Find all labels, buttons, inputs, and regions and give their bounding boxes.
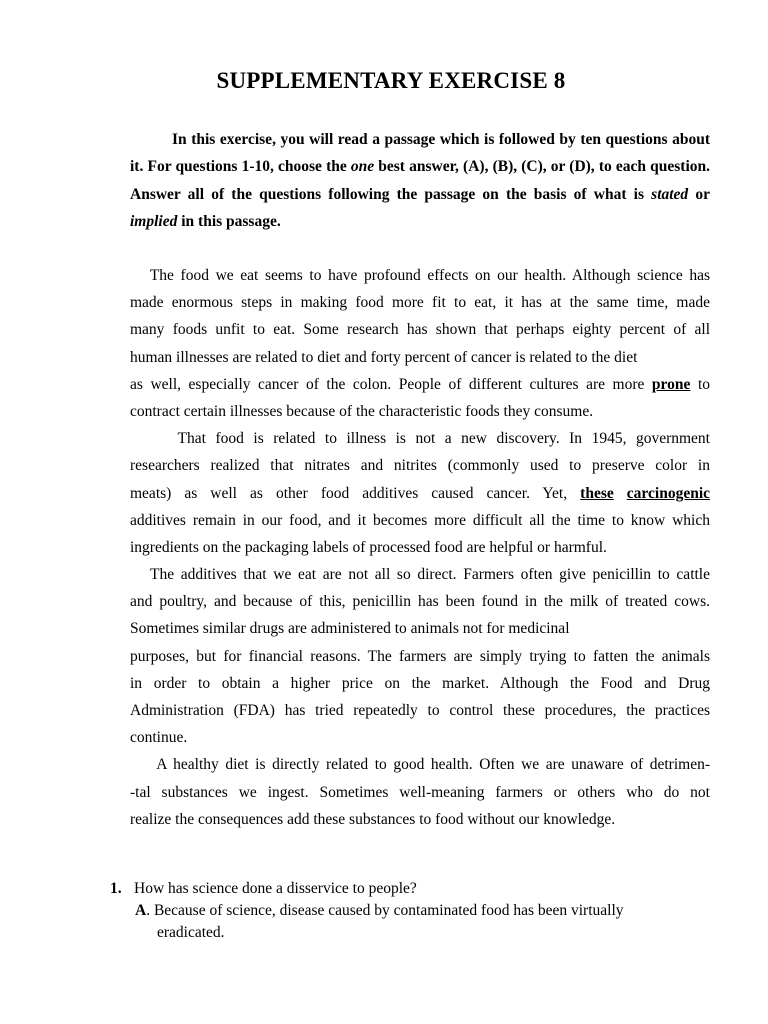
option-text: . Because of science, disease caused by contaminated food has been virtually — [146, 902, 624, 919]
passage-line: human illnesses are related to diet and forty percent of cancer is related to the diet — [130, 348, 638, 366]
passage-line-text: meats) as well as other food additives caused cancer. Yet, — [130, 484, 568, 502]
passage-line: continue. — [130, 729, 188, 747]
passage-line: Sometimes similar drugs are administered to animals not for medicinal — [130, 620, 570, 638]
page-title: SUPPLEMENTARY EXERCISE 8 — [216, 68, 566, 93]
question-list — [110, 878, 710, 944]
passage-line: contract certain illnesses because of the characteristic foods they consume. — [130, 402, 594, 420]
answer-option-a[interactable] — [135, 900, 710, 944]
passage-line: That food is related to illness is not a new discovery. In 1945, government — [130, 430, 710, 448]
passage-line: purposes, but for financial reasons. The farmers are simply trying to fatten the animals — [130, 647, 710, 665]
passage-line: in order to obtain a higher price on the market. Although the Food and Drug — [130, 674, 710, 692]
instructions-text-4: in this passage. — [177, 212, 281, 230]
passage-line: The additives that we eat are not all so direct. Farmers often give penicillin to cattle — [130, 566, 710, 584]
instructions-paragraph — [130, 126, 710, 235]
passage-line: -tal substances we ingest. Sometimes well-meaning farmers or others who do not — [130, 783, 710, 801]
passage-line: made enormous steps in making food more fit to eat, it has at the same time, made — [130, 294, 710, 312]
reading-passage — [130, 262, 710, 833]
passage-line: ingredients on the packaging labels of processed food are helpful or harmful. — [130, 538, 607, 556]
instructions-text-3: or — [688, 185, 710, 203]
passage-line-text: as well, especially cancer of the colon. People of different cultures are more — [130, 375, 645, 393]
passage-line: many foods unfit to eat. Some research has shown that perhaps eighty percent of all — [130, 321, 710, 339]
underlined-word-these: these — [580, 484, 614, 502]
instructions-text-1: In this exercise, you will read a passage which is followed by ten questions about it. For questions 1-10, choose the — [130, 131, 710, 176]
passage-line: A healthy diet is directly related to good health. Often we are unaware of detrimen- — [130, 756, 710, 774]
instructions-emphasis-implied: implied — [130, 212, 178, 230]
passage-line: researchers realized that nitrates and nitrites (commonly used to preserve color in — [130, 457, 710, 475]
passage-line: realize the consequences add these substances to food without our knowledge. — [130, 810, 616, 828]
passage-line: and poultry, and because of this, penicillin has been found in the milk of treated cows. — [130, 593, 710, 611]
underlined-word-prone: prone — [651, 375, 691, 393]
passage-line-text: to — [697, 375, 710, 393]
option-letter: A — [135, 902, 147, 919]
passage-line: The food we eat seems to have profound effects on our health. Although science has — [130, 267, 710, 284]
passage-line — [130, 371, 710, 398]
instructions-text-2: best answer, (A), (B), (C), or (D), to each question. Answer all of the questions following the passage on the basis of what is — [130, 158, 710, 203]
question-text: How has science done a disservice to people? — [134, 880, 417, 897]
instructions-emphasis-one: one — [350, 158, 375, 176]
passage-line: additives remain in our food, and it becomes more difficult all the time to know which — [130, 511, 710, 529]
option-text-continued: eradicated. — [157, 924, 225, 941]
instructions-emphasis-stated: stated — [651, 185, 689, 203]
underlined-word-carcinogenic: carcinogenic — [626, 484, 710, 502]
question-number: 1. — [110, 880, 122, 897]
passage-line: Administration (FDA) has tried repeatedly to control these procedures, the practices — [130, 702, 710, 719]
passage-line — [130, 480, 710, 507]
question-item — [110, 878, 710, 900]
